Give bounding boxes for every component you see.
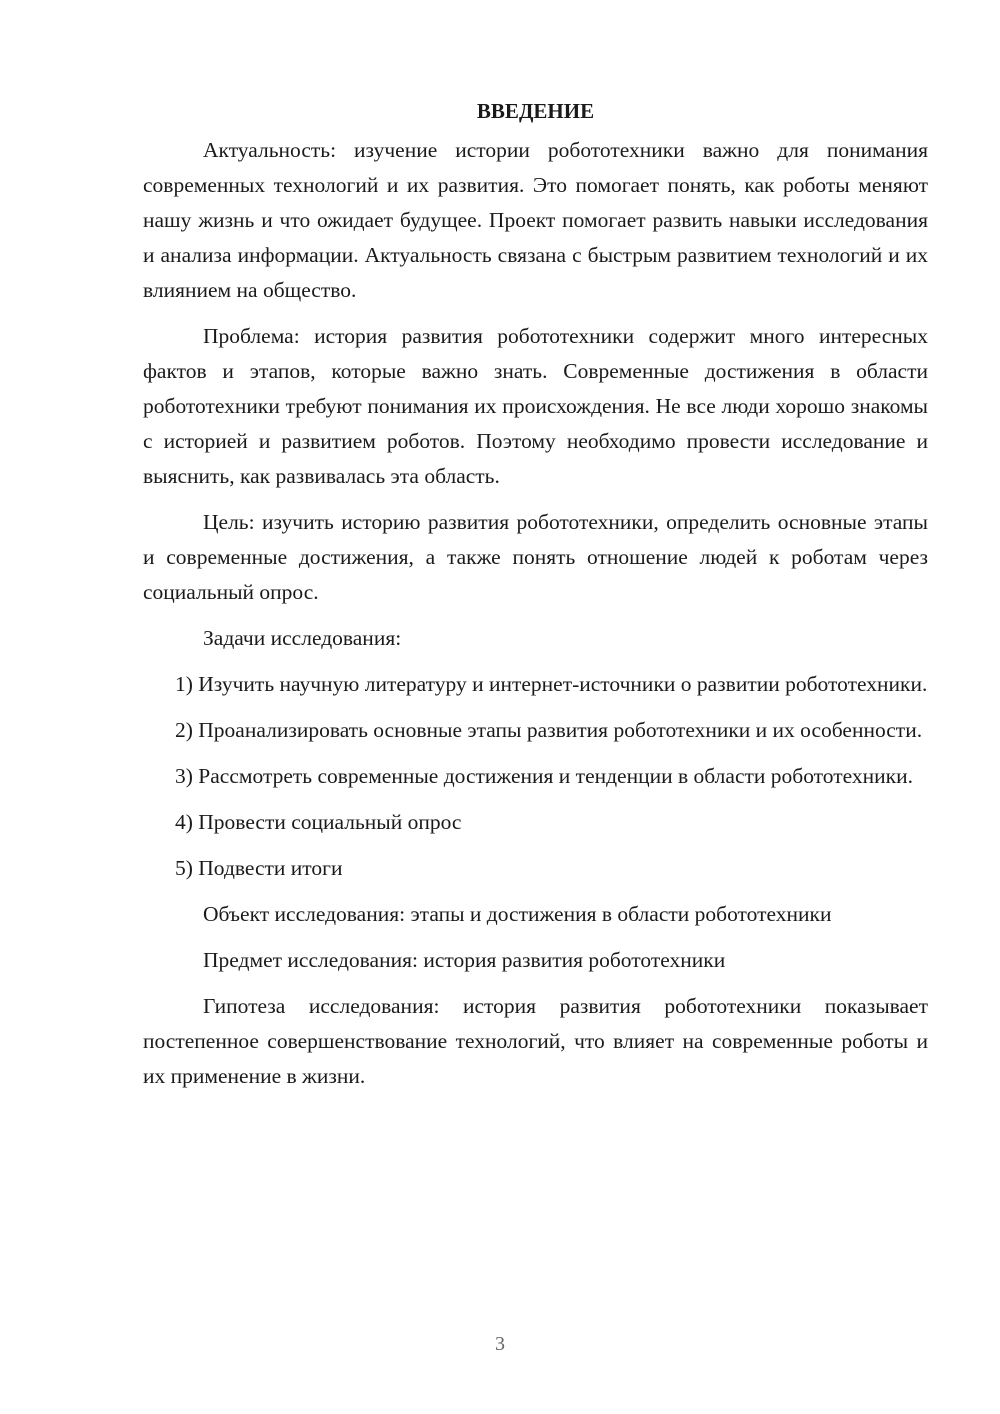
- section-title: ВВЕДЕНИЕ: [476, 99, 595, 123]
- task-item-5: 5) Подвести итоги: [175, 856, 343, 880]
- page-number: 3: [495, 1333, 505, 1355]
- relevance-paragraph: Актуальность: изучение истории робототехники важно для понимания современных технологий и их развития. Это помогает понять, как роботы меняют нашу жизнь и что ожидает будущее. Проект помогает развить навыки исследования и анализа информации. Актуальность связана с быстрым развитием технологий и их влиянием на общество.: [143, 138, 928, 302]
- task-item-2: 2) Проанализировать основные этапы развития робототехники и их особенности.: [175, 718, 923, 742]
- task-item-1: 1) Изучить научную литературу и интернет-источники о развитии робототехники.: [175, 672, 928, 696]
- document-page: [143, 94, 928, 1094]
- task-item-3: 3) Рассмотреть современные достижения и тенденции в области робототехники.: [175, 764, 913, 788]
- hypothesis-paragraph: Гипотеза исследования: история развития робототехники показывает постепенное совершенствование технологий, что влияет на современные роботы и их применение в жизни.: [143, 994, 928, 1088]
- object-paragraph: Объект исследования: этапы и достижения в области робототехники: [203, 902, 832, 926]
- subject-paragraph: Предмет исследования: история развития робототехники: [203, 948, 726, 972]
- tasks-heading: Задачи исследования:: [203, 626, 402, 650]
- task-item-4: 4) Провести социальный опрос: [175, 810, 462, 834]
- problem-paragraph: Проблема: история развития робототехники содержит много интересных фактов и этапов, которые важно знать. Современные достижения в области робототехники требуют понимания их происхождения. Не все люди хорошо знакомы с историей и развитием роботов. Поэтому необходимо провести исследование и выяснить, как развивалась эта область.: [143, 324, 928, 488]
- goal-paragraph: Цель: изучить историю развития робототехники, определить основные этапы и современные достижения, а также понять отношение людей к роботам через социальный опрос.: [143, 510, 928, 604]
